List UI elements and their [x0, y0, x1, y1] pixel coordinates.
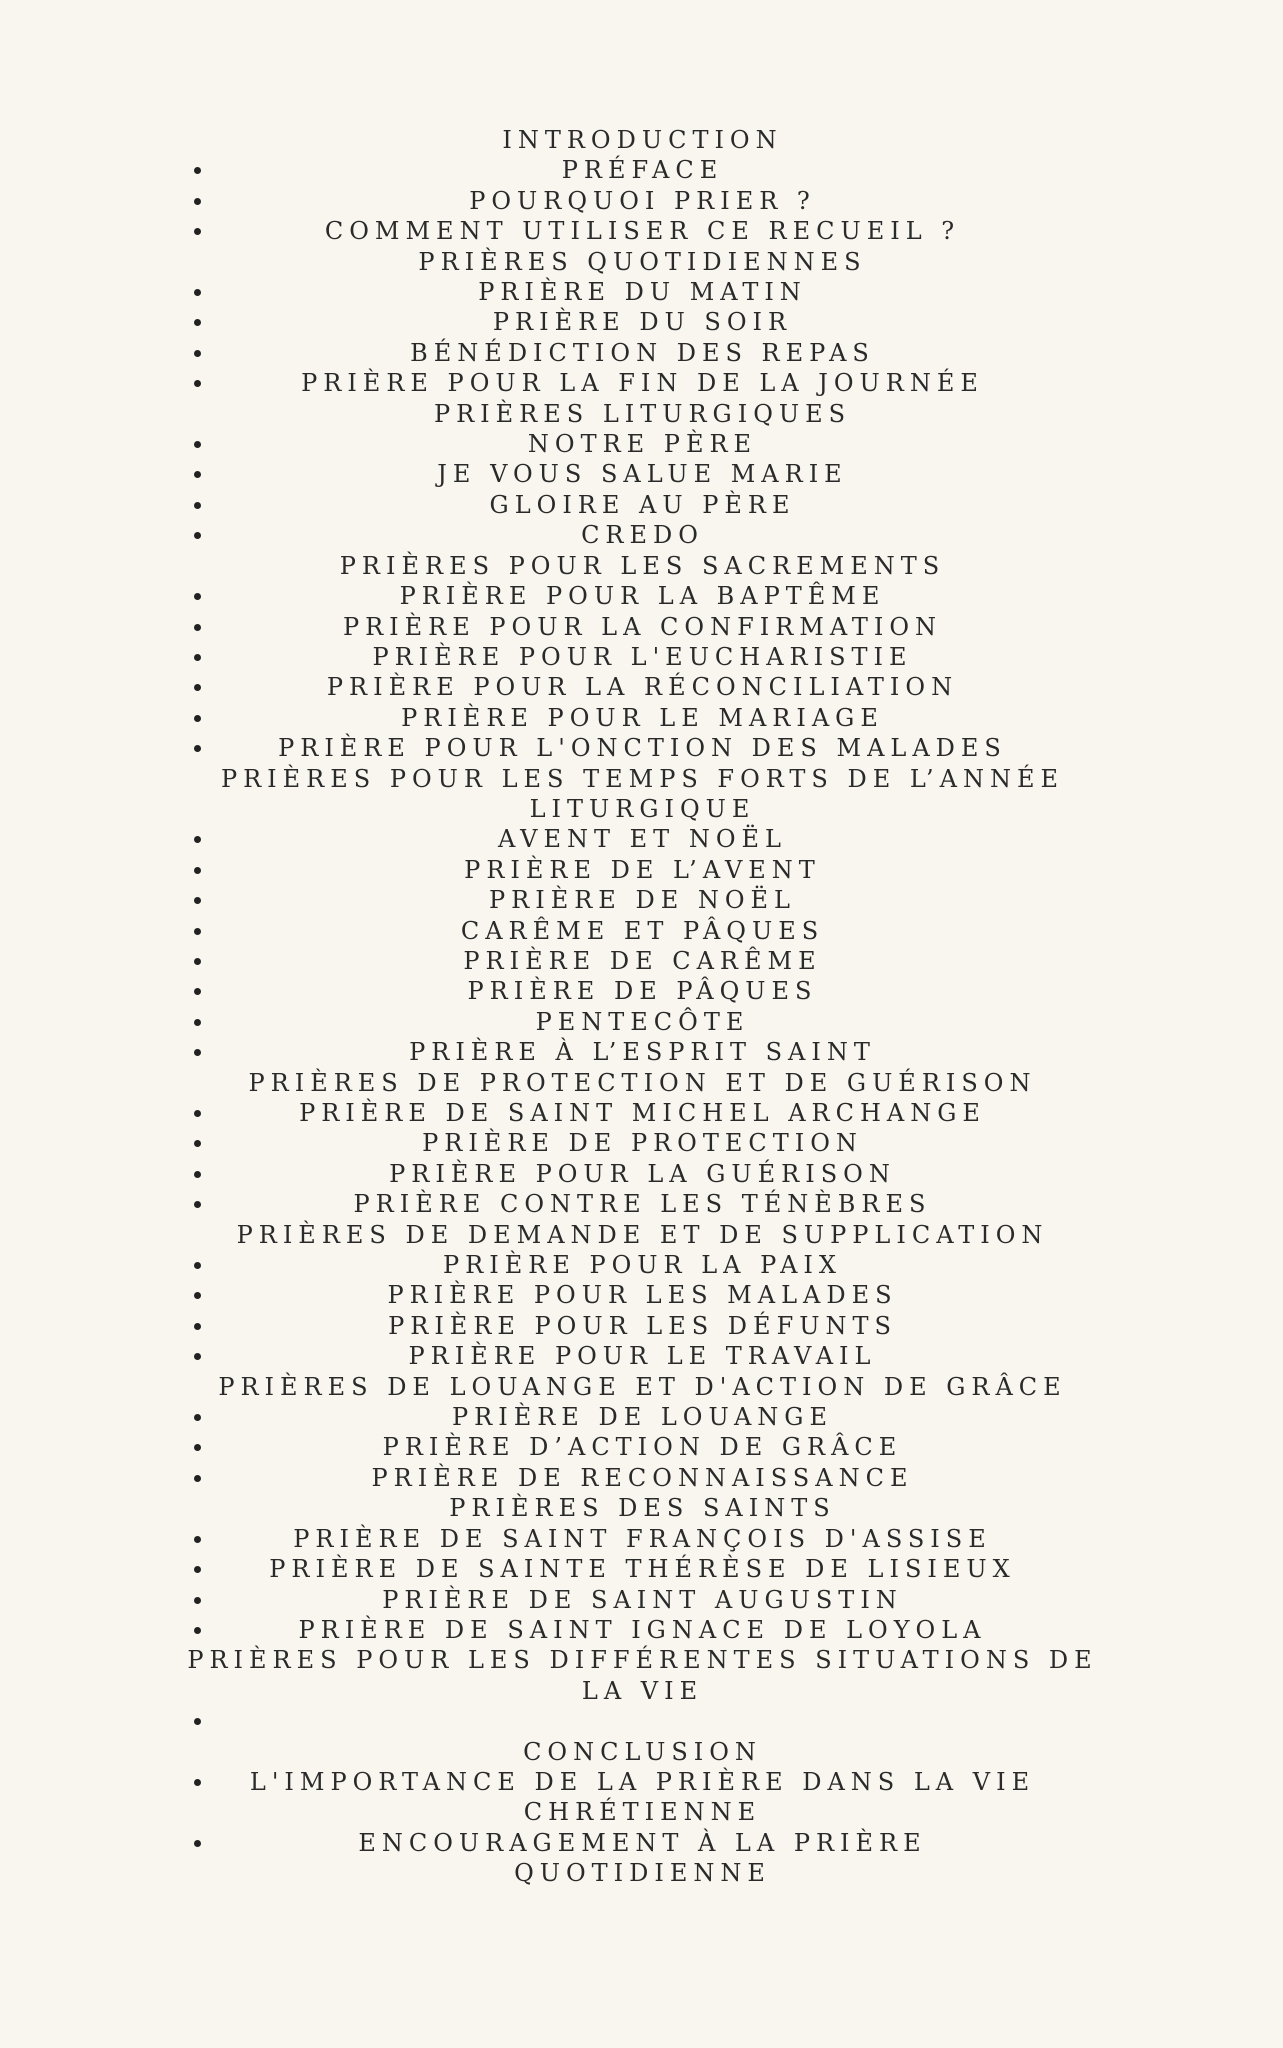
list-item: PRIÈRE POUR LA PAIX [180, 1250, 1105, 1280]
toc-section [180, 125, 1105, 247]
toc-section [180, 1372, 1105, 1494]
section-heading: PRIÈRES POUR LES SACREMENTS [339, 551, 946, 580]
table-of-contents [180, 125, 1105, 1889]
section-heading: PRIÈRES QUOTIDIENNES [418, 247, 867, 276]
list-item: PRIÈRE POUR LA GUÉRISON [180, 1159, 1105, 1189]
section-heading: PRIÈRES POUR LES DIFFÉRENTES SITUATIONS DE LA VIE [187, 1646, 1098, 1705]
list-item: CREDO [180, 520, 1105, 550]
section-item-list [180, 277, 1105, 399]
list-item: PRIÈRE DE PROTECTION [180, 1128, 1105, 1158]
list-item [180, 1706, 1105, 1736]
list-item: PRIÈRE DE RECONNAISSANCE [180, 1463, 1105, 1493]
list-item: PRIÈRE DE SAINT FRANÇOIS D'ASSISE [180, 1524, 1105, 1554]
list-item: PRIÈRE POUR LE TRAVAIL [180, 1341, 1105, 1371]
toc-section [180, 1737, 1105, 1889]
list-item: PRIÈRE POUR LA RÉCONCILIATION [180, 672, 1105, 702]
section-heading: PRIÈRES DE LOUANGE ET D'ACTION DE GRÂCE [218, 1372, 1067, 1401]
list-item: PRÉFACE [180, 155, 1105, 185]
list-item: PRIÈRE DE SAINT IGNACE DE LOYOLA [180, 1615, 1105, 1645]
list-item: POURQUOI PRIER ? [180, 186, 1105, 216]
list-item: PRIÈRE DU MATIN [180, 277, 1105, 307]
list-item: PRIÈRE DE NOËL [180, 885, 1105, 915]
toc-section [180, 399, 1105, 551]
section-item-list [180, 581, 1105, 763]
list-item: AVENT ET NOËL [180, 824, 1105, 854]
toc-section [180, 1645, 1105, 1736]
section-item-list [180, 1524, 1105, 1646]
list-item: BÉNÉDICTION DES REPAS [180, 338, 1105, 368]
section-item-list [180, 1250, 1105, 1372]
toc-section [180, 1493, 1105, 1645]
list-item: COMMENT UTILISER CE RECUEIL ? [180, 216, 1105, 246]
toc-section [180, 1068, 1105, 1220]
section-heading: PRIÈRES DE DEMANDE ET DE SUPPLICATION [236, 1220, 1049, 1249]
list-item: PRIÈRE POUR LA CONFIRMATION [180, 612, 1105, 642]
section-item-list [180, 1706, 1105, 1736]
list-item: PRIÈRE DE L’AVENT [180, 855, 1105, 885]
list-item: PRIÈRE CONTRE LES TÉNÈBRES [180, 1189, 1105, 1219]
list-item: JE VOUS SALUE MARIE [180, 459, 1105, 489]
list-item: L'IMPORTANCE DE LA PRIÈRE DANS LA VIE CHRÉTIENNE [180, 1767, 1105, 1828]
toc-section [180, 247, 1105, 399]
toc-section [180, 764, 1105, 1068]
list-item: PRIÈRE DU SOIR [180, 307, 1105, 337]
list-item: ENCOURAGEMENT À LA PRIÈRE QUOTIDIENNE [180, 1828, 1105, 1889]
list-item: PENTECÔTE [180, 1007, 1105, 1037]
list-item: GLOIRE AU PÈRE [180, 490, 1105, 520]
section-heading: PRIÈRES DES SAINTS [449, 1494, 836, 1523]
list-item: PRIÈRE POUR LA FIN DE LA JOURNÉE [180, 368, 1105, 398]
list-item: PRIÈRE POUR LES MALADES [180, 1280, 1105, 1310]
list-item: PRIÈRE POUR LE MARIAGE [180, 703, 1105, 733]
toc-section [180, 1220, 1105, 1372]
list-item: PRIÈRE DE CARÊME [180, 946, 1105, 976]
section-item-list [180, 1767, 1105, 1889]
list-item: PRIÈRE D’ACTION DE GRÂCE [180, 1432, 1105, 1462]
list-item: PRIÈRE DE SAINTE THÉRÈSE DE LISIEUX [180, 1554, 1105, 1584]
list-item: NOTRE PÈRE [180, 429, 1105, 459]
section-heading: PRIÈRES DE PROTECTION ET DE GUÉRISON [248, 1068, 1037, 1097]
section-item-list [180, 429, 1105, 551]
list-item: CARÊME ET PÂQUES [180, 916, 1105, 946]
section-item-list [180, 1098, 1105, 1220]
section-heading: PRIÈRES LITURGIQUES [433, 399, 852, 428]
list-item: PRIÈRE POUR L'ONCTION DES MALADES [180, 733, 1105, 763]
section-item-list [180, 1402, 1105, 1493]
list-item: PRIÈRE À L’ESPRIT SAINT [180, 1037, 1105, 1067]
section-item-list [180, 155, 1105, 246]
toc-section [180, 551, 1105, 764]
section-heading: INTRODUCTION [502, 126, 783, 154]
section-item-list [180, 824, 1105, 1067]
list-item: PRIÈRE POUR LA BAPTÊME [180, 581, 1105, 611]
list-item: PRIÈRE POUR L'EUCHARISTIE [180, 642, 1105, 672]
list-item: PRIÈRE DE SAINT AUGUSTIN [180, 1585, 1105, 1615]
section-heading: CONCLUSION [523, 1737, 762, 1766]
section-heading: PRIÈRES POUR LES TEMPS FORTS DE L’ANNÉE LITURGIQUE [220, 764, 1065, 823]
list-item: PRIÈRE POUR LES DÉFUNTS [180, 1311, 1105, 1341]
list-item: PRIÈRE DE SAINT MICHEL ARCHANGE [180, 1098, 1105, 1128]
list-item: PRIÈRE DE LOUANGE [180, 1402, 1105, 1432]
list-item: PRIÈRE DE PÂQUES [180, 976, 1105, 1006]
